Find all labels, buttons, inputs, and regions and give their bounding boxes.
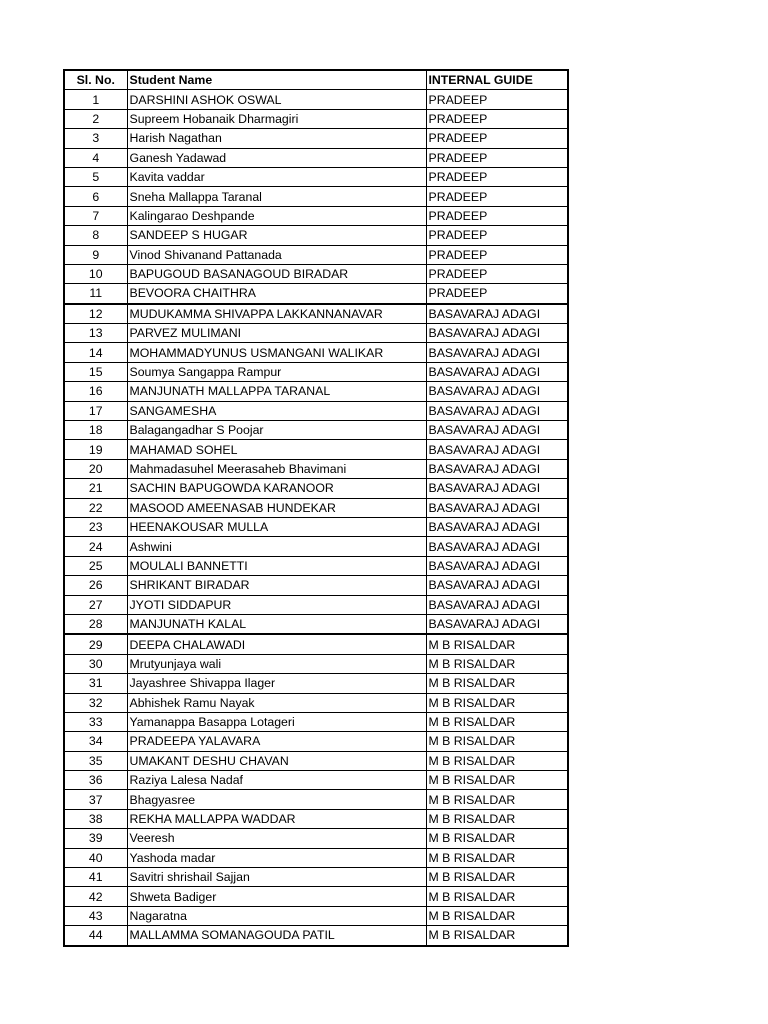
cell-internal-guide: M B RISALDAR <box>426 926 568 946</box>
cell-sl-no: 30 <box>64 654 127 673</box>
cell-sl-no: 10 <box>64 264 127 283</box>
header-student-name: Student Name <box>127 70 426 90</box>
cell-sl-no: 36 <box>64 771 127 790</box>
cell-sl-no: 9 <box>64 245 127 264</box>
cell-internal-guide: PRADEEP <box>426 264 568 283</box>
table-row <box>64 264 568 283</box>
cell-student-name: Shweta Badiger <box>127 887 426 906</box>
cell-internal-guide: BASAVARAJ ADAGI <box>426 343 568 362</box>
cell-internal-guide: M B RISALDAR <box>426 674 568 693</box>
table-body <box>64 90 568 946</box>
cell-internal-guide: BASAVARAJ ADAGI <box>426 479 568 498</box>
cell-internal-guide: BASAVARAJ ADAGI <box>426 459 568 478</box>
cell-student-name: Jayashree Shivappa Ilager <box>127 674 426 693</box>
table-row <box>64 576 568 595</box>
cell-student-name: Raziya Lalesa Nadaf <box>127 771 426 790</box>
cell-student-name: Savitri shrishail Sajjan <box>127 868 426 887</box>
cell-internal-guide: PRADEEP <box>426 226 568 245</box>
cell-sl-no: 32 <box>64 693 127 712</box>
cell-sl-no: 34 <box>64 732 127 751</box>
cell-student-name: Ashwini <box>127 537 426 556</box>
cell-internal-guide: PRADEEP <box>426 148 568 167</box>
cell-sl-no: 11 <box>64 284 127 304</box>
table-row <box>64 421 568 440</box>
table-row <box>64 245 568 264</box>
table-row <box>64 809 568 828</box>
table-row <box>64 771 568 790</box>
cell-student-name: Ganesh Yadawad <box>127 148 426 167</box>
table-row <box>64 595 568 614</box>
cell-student-name: DARSHINI ASHOK OSWAL <box>127 90 426 109</box>
table-row <box>64 167 568 186</box>
table-row <box>64 693 568 712</box>
cell-internal-guide: M B RISALDAR <box>426 906 568 925</box>
spreadsheet-page <box>63 69 567 947</box>
cell-student-name: BAPUGOUD BASANAGOUD BIRADAR <box>127 264 426 283</box>
cell-sl-no: 26 <box>64 576 127 595</box>
cell-student-name: Mahmadasuhel Meerasaheb Bhavimani <box>127 459 426 478</box>
table-row <box>64 906 568 925</box>
cell-internal-guide: M B RISALDAR <box>426 693 568 712</box>
cell-student-name: Nagaratna <box>127 906 426 925</box>
cell-sl-no: 12 <box>64 304 127 324</box>
table-row <box>64 459 568 478</box>
cell-sl-no: 27 <box>64 595 127 614</box>
cell-sl-no: 44 <box>64 926 127 946</box>
header-internal-guide: INTERNAL GUIDE <box>426 70 568 90</box>
cell-internal-guide: PRADEEP <box>426 109 568 128</box>
cell-student-name: Veeresh <box>127 829 426 848</box>
cell-student-name: MOULALI BANNETTI <box>127 556 426 575</box>
table-row <box>64 479 568 498</box>
cell-student-name: REKHA MALLAPPA WADDAR <box>127 809 426 828</box>
cell-internal-guide: M B RISALDAR <box>426 654 568 673</box>
cell-internal-guide: BASAVARAJ ADAGI <box>426 304 568 324</box>
cell-internal-guide: BASAVARAJ ADAGI <box>426 498 568 517</box>
cell-internal-guide: PRADEEP <box>426 167 568 186</box>
cell-student-name: Abhishek Ramu Nayak <box>127 693 426 712</box>
cell-student-name: BEVOORA CHAITHRA <box>127 284 426 304</box>
cell-internal-guide: PRADEEP <box>426 90 568 109</box>
cell-student-name: Mrutyunjaya wali <box>127 654 426 673</box>
table-row <box>64 440 568 459</box>
table-row <box>64 498 568 517</box>
table-row <box>64 284 568 304</box>
cell-internal-guide: M B RISALDAR <box>426 868 568 887</box>
cell-sl-no: 6 <box>64 187 127 206</box>
cell-internal-guide: BASAVARAJ ADAGI <box>426 401 568 420</box>
cell-student-name: MANJUNATH KALAL <box>127 614 426 634</box>
table-row <box>64 556 568 575</box>
cell-sl-no: 8 <box>64 226 127 245</box>
cell-student-name: MASOOD AMEENASAB HUNDEKAR <box>127 498 426 517</box>
cell-internal-guide: BASAVARAJ ADAGI <box>426 517 568 536</box>
cell-student-name: SHRIKANT BIRADAR <box>127 576 426 595</box>
table-row <box>64 537 568 556</box>
table-row <box>64 324 568 343</box>
cell-student-name: Supreem Hobanaik Dharmagiri <box>127 109 426 128</box>
cell-student-name: PARVEZ MULIMANI <box>127 324 426 343</box>
cell-sl-no: 23 <box>64 517 127 536</box>
cell-student-name: JYOTI SIDDAPUR <box>127 595 426 614</box>
cell-sl-no: 15 <box>64 362 127 381</box>
header-sl-no: Sl. No. <box>64 70 127 90</box>
cell-sl-no: 38 <box>64 809 127 828</box>
table-row <box>64 634 568 654</box>
table-row <box>64 362 568 381</box>
cell-student-name: Bhagyasree <box>127 790 426 809</box>
table-row <box>64 382 568 401</box>
cell-internal-guide: BASAVARAJ ADAGI <box>426 440 568 459</box>
cell-internal-guide: M B RISALDAR <box>426 771 568 790</box>
cell-sl-no: 5 <box>64 167 127 186</box>
cell-internal-guide: M B RISALDAR <box>426 848 568 867</box>
cell-internal-guide: BASAVARAJ ADAGI <box>426 576 568 595</box>
cell-student-name: SACHIN BAPUGOWDA KARANOOR <box>127 479 426 498</box>
cell-sl-no: 20 <box>64 459 127 478</box>
cell-internal-guide: PRADEEP <box>426 206 568 225</box>
cell-internal-guide: M B RISALDAR <box>426 712 568 731</box>
cell-student-name: UMAKANT DESHU CHAVAN <box>127 751 426 770</box>
table-row <box>64 226 568 245</box>
table-row <box>64 926 568 946</box>
cell-internal-guide: M B RISALDAR <box>426 732 568 751</box>
cell-sl-no: 13 <box>64 324 127 343</box>
cell-internal-guide: BASAVARAJ ADAGI <box>426 362 568 381</box>
cell-sl-no: 31 <box>64 674 127 693</box>
cell-sl-no: 42 <box>64 887 127 906</box>
cell-internal-guide: BASAVARAJ ADAGI <box>426 614 568 634</box>
cell-sl-no: 18 <box>64 421 127 440</box>
table-row <box>64 304 568 324</box>
cell-internal-guide: M B RISALDAR <box>426 829 568 848</box>
cell-sl-no: 40 <box>64 848 127 867</box>
cell-internal-guide: BASAVARAJ ADAGI <box>426 421 568 440</box>
table-row <box>64 148 568 167</box>
cell-internal-guide: BASAVARAJ ADAGI <box>426 595 568 614</box>
cell-sl-no: 17 <box>64 401 127 420</box>
table-row <box>64 829 568 848</box>
table-row <box>64 401 568 420</box>
cell-student-name: MALLAMMA SOMANAGOUDA PATIL <box>127 926 426 946</box>
cell-student-name: Sneha Mallappa Taranal <box>127 187 426 206</box>
cell-sl-no: 2 <box>64 109 127 128</box>
table-row <box>64 517 568 536</box>
cell-student-name: Yamanappa Basappa Lotageri <box>127 712 426 731</box>
cell-sl-no: 19 <box>64 440 127 459</box>
table-row <box>64 790 568 809</box>
cell-sl-no: 21 <box>64 479 127 498</box>
table-row <box>64 206 568 225</box>
table-row <box>64 732 568 751</box>
table-row <box>64 614 568 634</box>
cell-sl-no: 28 <box>64 614 127 634</box>
cell-sl-no: 43 <box>64 906 127 925</box>
table-row <box>64 868 568 887</box>
cell-sl-no: 24 <box>64 537 127 556</box>
cell-student-name: Balagangadhar S Poojar <box>127 421 426 440</box>
cell-sl-no: 35 <box>64 751 127 770</box>
cell-internal-guide: PRADEEP <box>426 245 568 264</box>
cell-internal-guide: PRADEEP <box>426 187 568 206</box>
table-row <box>64 129 568 148</box>
cell-internal-guide: M B RISALDAR <box>426 634 568 654</box>
cell-student-name: Harish Nagathan <box>127 129 426 148</box>
cell-internal-guide: M B RISALDAR <box>426 887 568 906</box>
cell-sl-no: 7 <box>64 206 127 225</box>
cell-sl-no: 41 <box>64 868 127 887</box>
cell-internal-guide: BASAVARAJ ADAGI <box>426 537 568 556</box>
cell-sl-no: 25 <box>64 556 127 575</box>
cell-sl-no: 16 <box>64 382 127 401</box>
cell-internal-guide: BASAVARAJ ADAGI <box>426 382 568 401</box>
table-row <box>64 674 568 693</box>
cell-student-name: MUDUKAMMA SHIVAPPA LAKKANNANAVAR <box>127 304 426 324</box>
cell-internal-guide: M B RISALDAR <box>426 809 568 828</box>
table-row <box>64 109 568 128</box>
cell-student-name: MANJUNATH MALLAPPA TARANAL <box>127 382 426 401</box>
header-row <box>64 70 568 90</box>
cell-student-name: SANGAMESHA <box>127 401 426 420</box>
table-row <box>64 887 568 906</box>
cell-sl-no: 4 <box>64 148 127 167</box>
cell-sl-no: 29 <box>64 634 127 654</box>
cell-internal-guide: BASAVARAJ ADAGI <box>426 556 568 575</box>
cell-sl-no: 33 <box>64 712 127 731</box>
cell-student-name: Yashoda madar <box>127 848 426 867</box>
cell-sl-no: 39 <box>64 829 127 848</box>
cell-student-name: SANDEEP S HUGAR <box>127 226 426 245</box>
cell-student-name: DEEPA CHALAWADI <box>127 634 426 654</box>
cell-student-name: HEENAKOUSAR MULLA <box>127 517 426 536</box>
cell-student-name: Kavita vaddar <box>127 167 426 186</box>
cell-sl-no: 37 <box>64 790 127 809</box>
cell-internal-guide: PRADEEP <box>426 284 568 304</box>
cell-student-name: Vinod Shivanand Pattanada <box>127 245 426 264</box>
cell-sl-no: 1 <box>64 90 127 109</box>
cell-internal-guide: PRADEEP <box>426 129 568 148</box>
cell-student-name: MOHAMMADYUNUS USMANGANI WALIKAR <box>127 343 426 362</box>
cell-internal-guide: M B RISALDAR <box>426 751 568 770</box>
cell-student-name: MAHAMAD SOHEL <box>127 440 426 459</box>
table-header <box>64 70 568 90</box>
cell-student-name: PRADEEPA YALAVARA <box>127 732 426 751</box>
table-row <box>64 187 568 206</box>
cell-student-name: Kalingarao Deshpande <box>127 206 426 225</box>
table-row <box>64 90 568 109</box>
cell-sl-no: 22 <box>64 498 127 517</box>
table-row <box>64 848 568 867</box>
cell-sl-no: 14 <box>64 343 127 362</box>
table-row <box>64 751 568 770</box>
table-row <box>64 343 568 362</box>
student-guide-table <box>63 69 569 947</box>
cell-student-name: Soumya Sangappa Rampur <box>127 362 426 381</box>
table-row <box>64 712 568 731</box>
cell-internal-guide: BASAVARAJ ADAGI <box>426 324 568 343</box>
cell-internal-guide: M B RISALDAR <box>426 790 568 809</box>
cell-sl-no: 3 <box>64 129 127 148</box>
table-row <box>64 654 568 673</box>
